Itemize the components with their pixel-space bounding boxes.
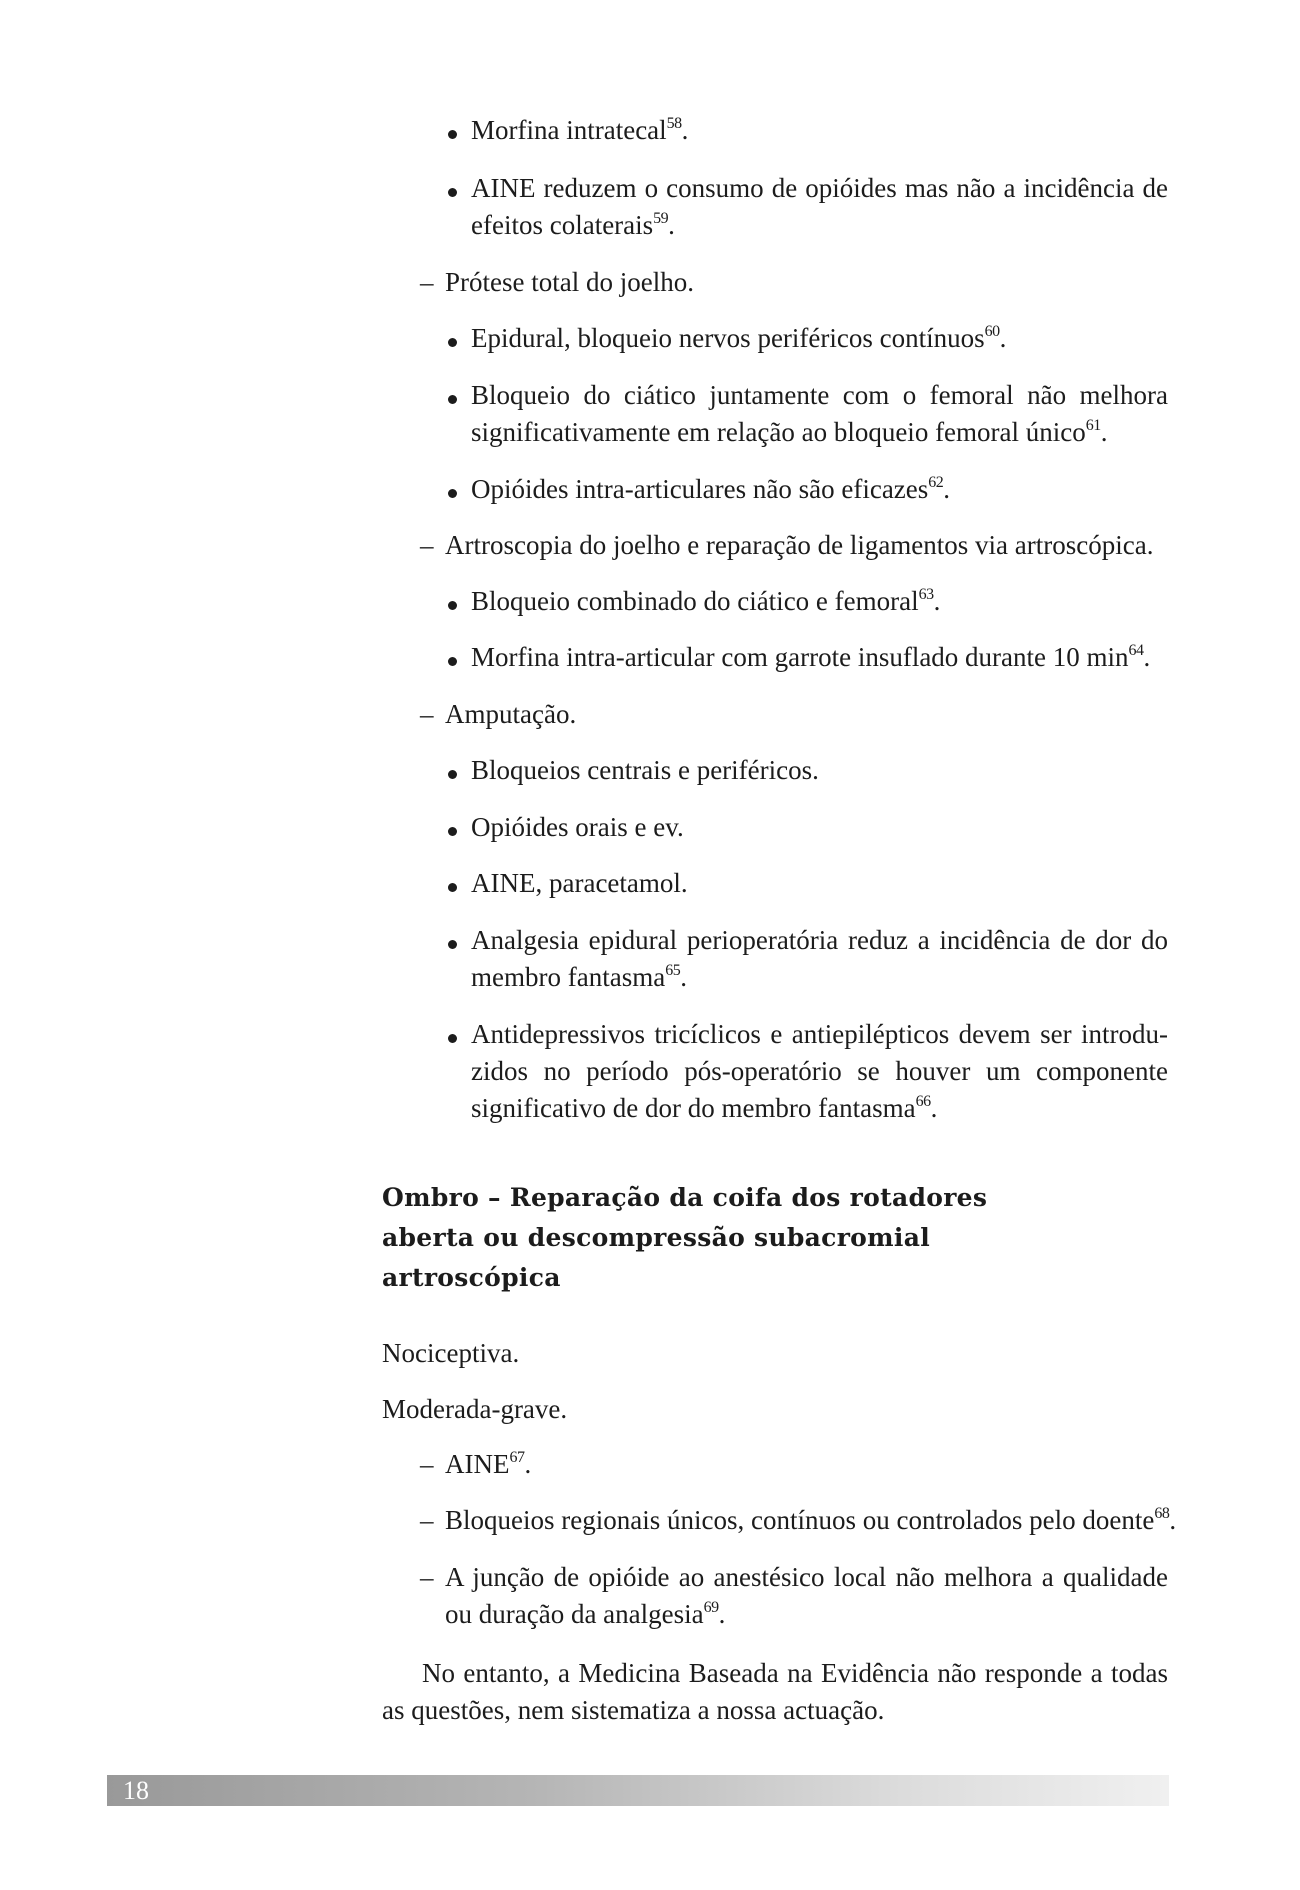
list-item: Bloqueios regionais únicos, contínuos ou controlados pelo doente$^{68}$. [445, 1505, 1177, 1535]
bullet-icon [448, 395, 457, 404]
bullet-icon [448, 338, 457, 347]
page-number: 18 [123, 1776, 149, 1805]
list-item: Morfina intratecal$^{58}$. [471, 115, 689, 145]
list-item: AINE$^{67}$. [445, 1449, 532, 1479]
citation: 58 [666, 115, 682, 132]
list-item: Amputação. [445, 699, 577, 729]
closing-paragraph: No entanto, a Medicina Baseada na Evidência não responde a todas as questões, nem sistematiza a nossa actuação. [382, 1658, 1168, 1725]
citation: 62 [928, 474, 944, 491]
paragraph: Moderada-grave. [382, 1394, 568, 1424]
citation: 59 [653, 210, 669, 227]
section-heading: Ombro – Reparação da coifa dos rotadores aberta ou descompressão subacromial artroscópica [382, 1183, 988, 1292]
bullet-icon [448, 827, 457, 836]
citation: 65 [665, 962, 681, 979]
bullet-icon [448, 940, 457, 949]
list-item: Opióides intra-articulares não são eficazes$^{62}$. [471, 474, 951, 504]
list-item: AINE reduzem o consumo de opióides mas não a incidência de efeitos colaterais$^{59}$. [471, 173, 1168, 240]
bullet-icon [448, 130, 457, 139]
list-item: A junção de opióide ao anestésico local não melhora a qualidade ou duração da analgesia$^{69}$. [445, 1562, 1168, 1629]
list-item: Bloqueio combinado do ciático e femoral$^{63}$. [471, 586, 941, 616]
citation: 61 [1085, 417, 1101, 434]
bullet-icon [448, 883, 457, 892]
dash-marker: – [420, 699, 434, 729]
bullet-icon [448, 489, 457, 498]
citation: 60 [984, 323, 1000, 340]
list-item: Opióides orais e ev. [471, 812, 684, 842]
list-item: Artroscopia do joelho e reparação de ligamentos via artroscópica. [445, 530, 1154, 560]
bullet-icon [448, 1034, 457, 1043]
dash-marker: – [420, 1449, 434, 1479]
list-item: Bloqueios centrais e periféricos. [471, 755, 819, 785]
list-item: AINE, paracetamol. [471, 868, 688, 898]
dash-marker: – [420, 1562, 434, 1592]
citation: 66 [915, 1093, 931, 1110]
citation: 68 [1154, 1505, 1170, 1522]
list-item: Epidural, bloqueio nervos periféricos contínuos$^{60}$. [471, 323, 1007, 353]
dash-marker: – [420, 267, 434, 297]
list-item: Prótese total do joelho. [445, 267, 694, 297]
list-item: Bloqueio do ciático juntamente com o femoral não melhora significativamente em relação ao bloqueio femoral único$^{61}$. [471, 380, 1168, 447]
list-item: Antidepressivos tricíclicos e antiepilépticos devem ser introdu- zidos no período pós-operatório se houver um componente significativo de dor do membro fantasma$^{66}$. [471, 1019, 1168, 1123]
bullet-icon [448, 601, 457, 610]
citation: 64 [1128, 642, 1144, 659]
list-item: Morfina intra-articular com garrote insuflado durante 10 $\min^{64}$. [471, 642, 1151, 672]
bullet-icon [448, 770, 457, 779]
citation: 69 [703, 1599, 719, 1616]
footer-bar [107, 1775, 1169, 1806]
dash-marker: – [420, 530, 434, 560]
citation: 63 [918, 586, 934, 603]
bullet-icon [448, 657, 457, 666]
dash-marker: – [420, 1505, 434, 1535]
list-item: Analgesia epidural perioperatória reduz a incidência de dor do membro fantasma$^{65}$. [471, 925, 1168, 992]
paragraph: Nociceptiva. [382, 1338, 520, 1368]
bullet-icon [448, 188, 457, 197]
citation: 67 [509, 1449, 525, 1466]
